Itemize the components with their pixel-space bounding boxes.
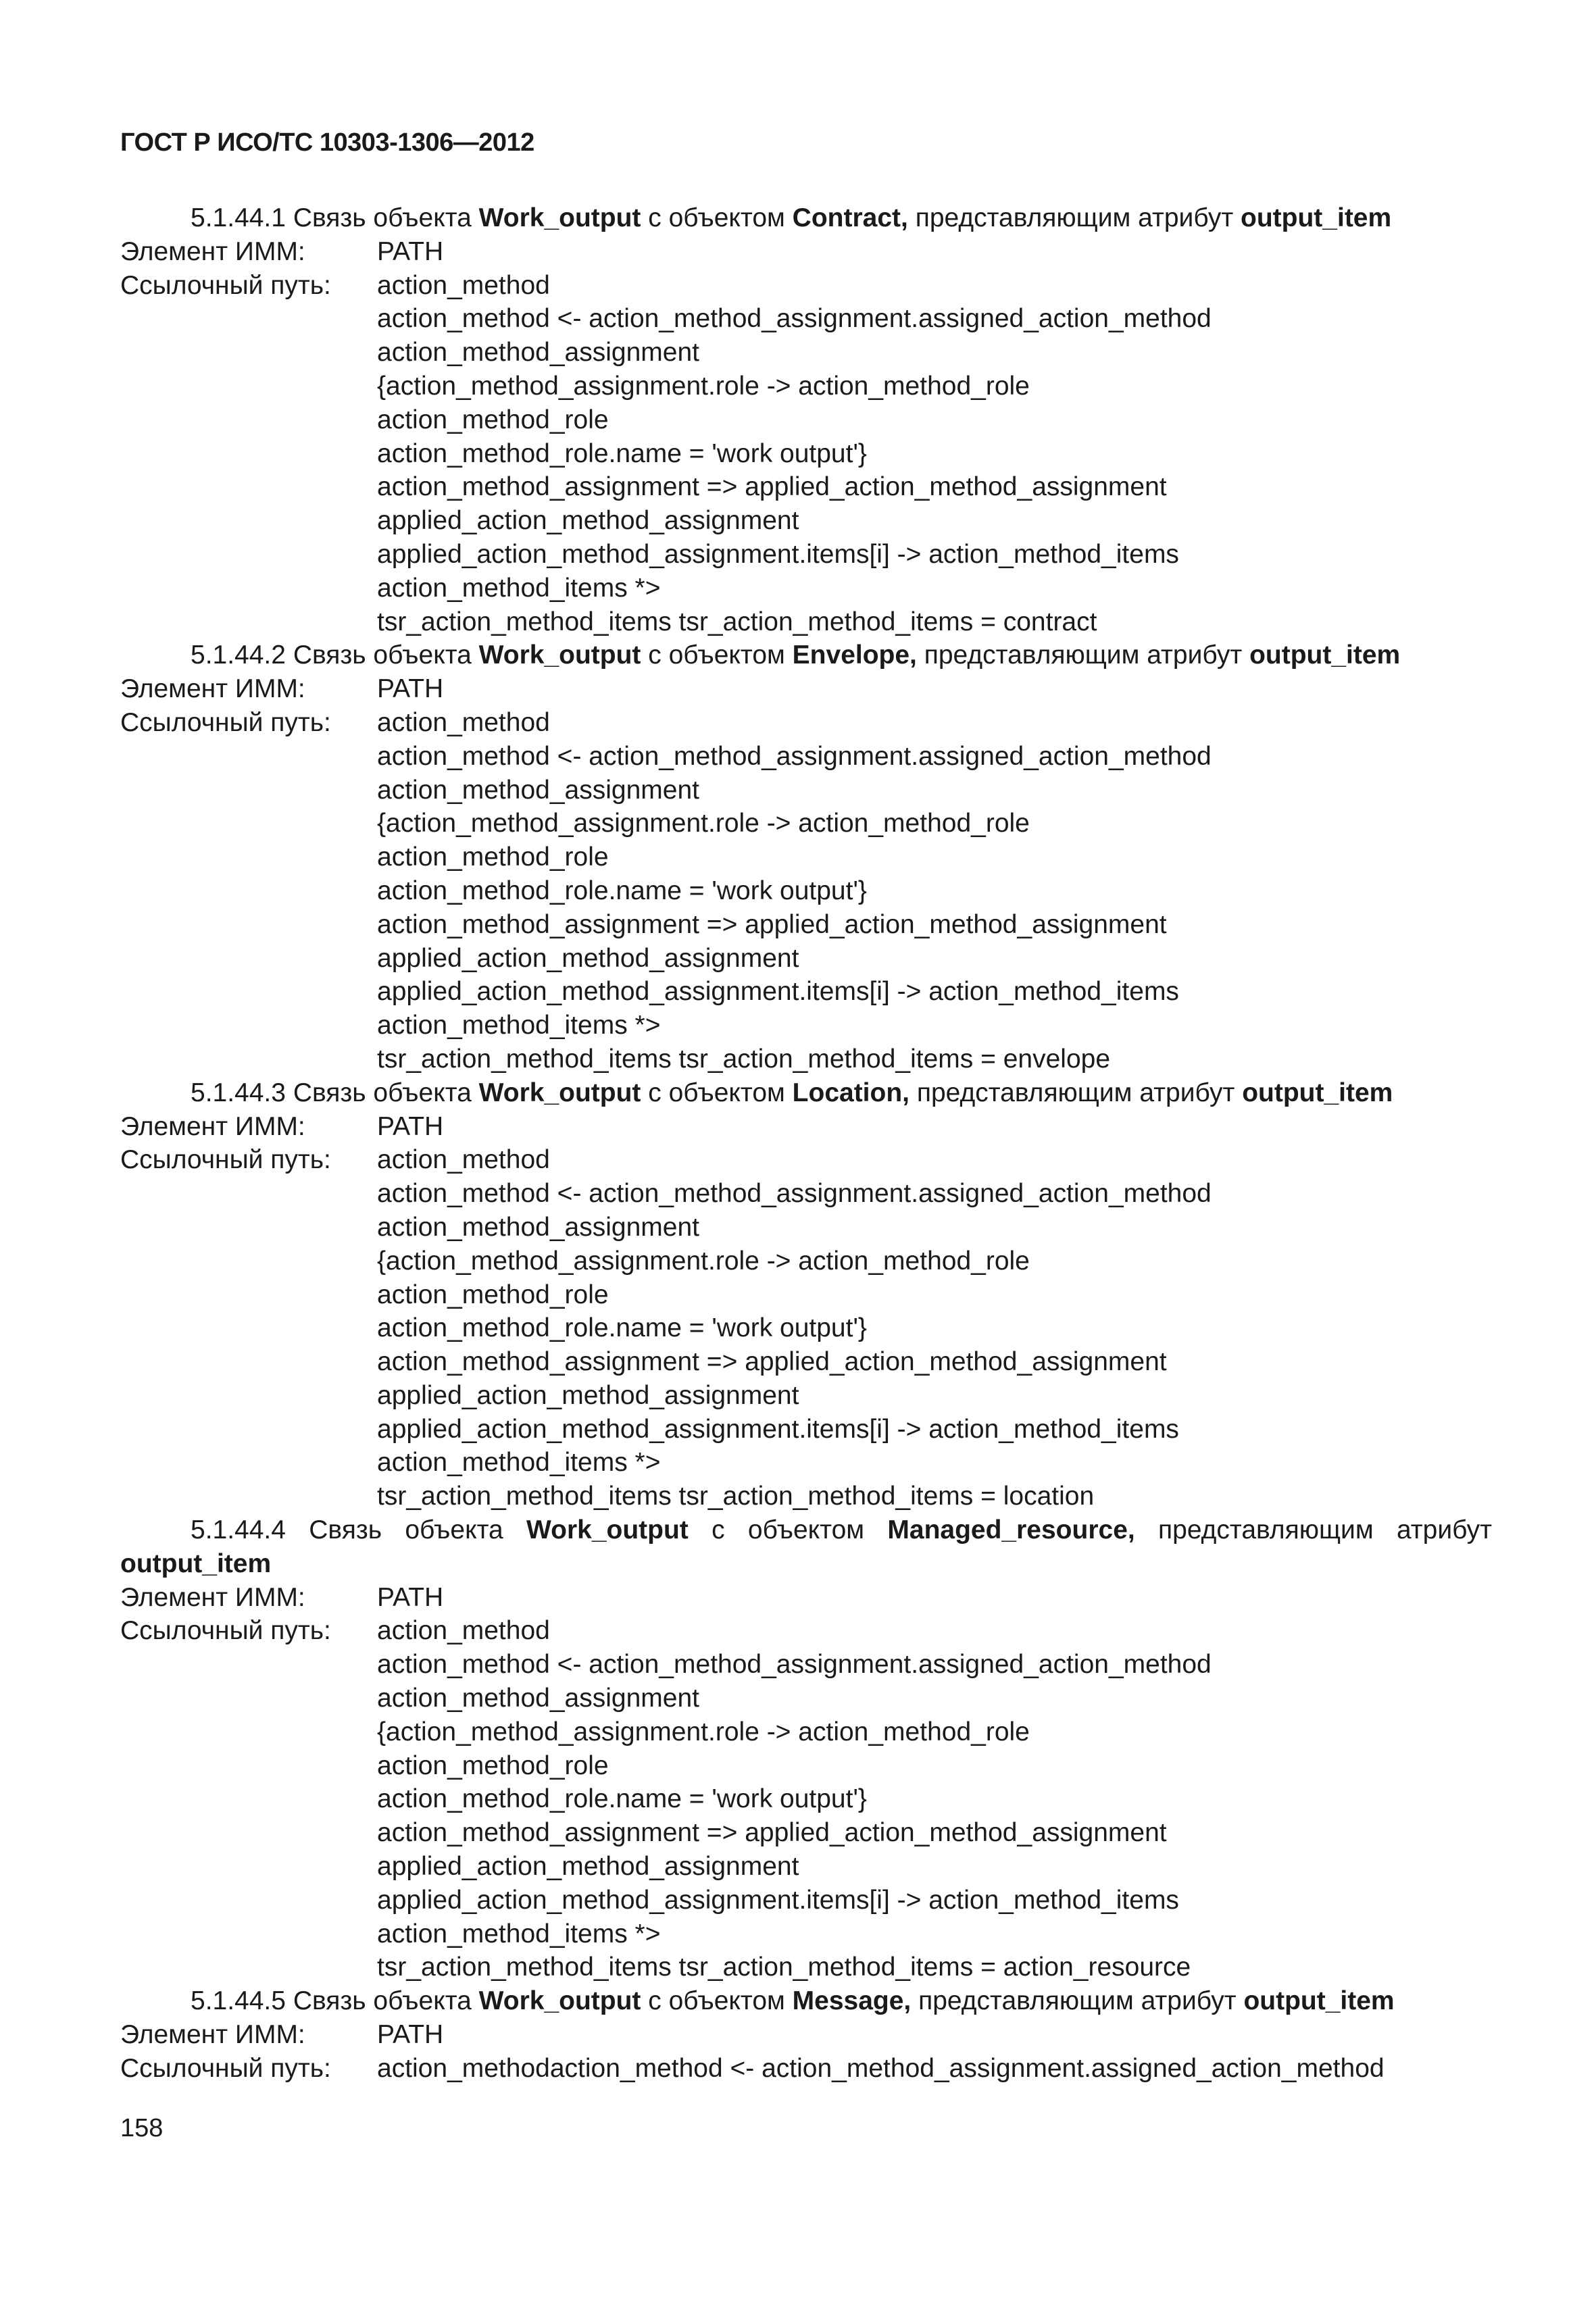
aim-element-label: Элемент ИММ: xyxy=(120,1582,305,1612)
path-line: action_method <- action_method_assignment.assigned_action_method xyxy=(377,741,1212,771)
path-line: action_method_role.name = 'work output'} xyxy=(377,876,867,905)
path-line: action_method_role xyxy=(377,1751,609,1780)
aim-element-value: PATH xyxy=(377,1582,444,1612)
reference-path-label: Ссылочный путь: xyxy=(120,1616,331,1646)
path-line: action_method_role.name = 'work output'} xyxy=(377,438,867,468)
path-line: applied_action_method_assignment.items[i] -> action_method_items xyxy=(377,1414,1179,1444)
path-line: action_method_items *> xyxy=(377,1011,661,1040)
aim-element-value: PATH xyxy=(377,674,444,704)
document-body xyxy=(120,201,1492,2086)
path-line: applied_action_method_assignment.items[i] -> action_method_items xyxy=(377,539,1179,569)
entity-name: Work_output xyxy=(478,1078,641,1107)
path-line: action_method_role xyxy=(377,405,609,434)
path-line: applied_action_method_assignment.items[i] -> action_method_items xyxy=(377,977,1179,1007)
attribute-name: output_item xyxy=(1242,1078,1393,1107)
section-heading: 5.1.44.4 Связь объекта Work_output с объектом Managed_resource, представляющим атрибут output_item xyxy=(120,1515,1492,1578)
reference-path-label: Ссылочный путь: xyxy=(120,270,331,300)
section-number: 5.1.44.5 xyxy=(191,1986,286,2016)
path-line: applied_action_method_assignment xyxy=(377,1380,799,1410)
path-line: action_method_items *> xyxy=(377,1448,661,1478)
path-line: action_method xyxy=(377,1145,550,1175)
page-number: 158 xyxy=(120,2114,164,2142)
path-line: action_method <- action_method_assignment.assigned_action_method xyxy=(377,1650,1212,1680)
entity-name: Work_output xyxy=(478,203,641,232)
path-line: {action_method_assignment.role -> action_method_role xyxy=(377,1246,1030,1276)
path-line: action_method_role xyxy=(377,1280,609,1309)
aim-element-row xyxy=(120,2018,1492,2052)
path-line: action_method_items *> xyxy=(377,573,661,603)
aim-element-row xyxy=(120,672,1492,706)
attribute-name: output_item xyxy=(1243,1986,1395,2016)
path-line: action_method xyxy=(377,707,550,737)
aim-element-label: Элемент ИММ: xyxy=(120,1111,305,1141)
aim-element-label: Элемент ИММ: xyxy=(120,236,305,266)
reference-path-label: Ссылочный путь: xyxy=(120,707,331,737)
path-line: action_method_assignment => applied_action_method_assignment xyxy=(377,1347,1167,1377)
reference-path-label: Ссылочный путь: xyxy=(120,1145,331,1175)
path-line: action_method_role xyxy=(377,842,609,872)
section-number: 5.1.44.2 xyxy=(191,640,286,670)
entity-name: Work_output xyxy=(478,1986,641,2016)
reference-path-row xyxy=(120,1143,1492,1177)
aim-element-label: Элемент ИММ: xyxy=(120,674,305,704)
section-number: 5.1.44.4 xyxy=(191,1515,286,1545)
section-number: 5.1.44.3 xyxy=(191,1078,286,1107)
path-line: applied_action_method_assignment xyxy=(377,943,799,973)
path-line: action_method_items *> xyxy=(377,1919,661,1948)
path-line: tsr_action_method_items tsr_action_method_items = contract xyxy=(377,607,1097,636)
path-line: applied_action_method_assignment.items[i] -> action_method_items xyxy=(377,1885,1179,1915)
target-entity-name: Managed_resource, xyxy=(887,1515,1135,1545)
path-line: action_method xyxy=(377,1616,550,1646)
path-line: action_method_assignment => applied_action_method_assignment xyxy=(377,909,1167,939)
section-number: 5.1.44.1 xyxy=(191,203,286,232)
path-line: action_method_assignment => applied_action_method_assignment xyxy=(377,1818,1167,1848)
reference-path-row xyxy=(120,2052,1492,2086)
section-heading: 5.1.44.3 Связь объекта Work_output с объектом Location, представляющим атрибут output_item xyxy=(191,1078,1393,1107)
section xyxy=(120,1513,1492,1984)
entity-name: Work_output xyxy=(526,1515,689,1545)
path-line: {action_method_assignment.role -> action_method_role xyxy=(377,809,1030,838)
section-heading: 5.1.44.2 Связь объекта Work_output с объектом Envelope, представляющим атрибут output_item xyxy=(191,640,1401,670)
path-line: action_method_role.name = 'work output'} xyxy=(377,1313,867,1343)
section xyxy=(120,638,1492,1076)
reference-path-label: Ссылочный путь: xyxy=(120,2053,331,2083)
attribute-name: output_item xyxy=(1241,203,1392,232)
section xyxy=(120,201,1492,638)
target-entity-name: Envelope, xyxy=(792,640,917,670)
aim-element-value: PATH xyxy=(377,236,444,266)
path-line: action_method <- action_method_assignment.assigned_action_method xyxy=(377,304,1212,334)
reference-path-row xyxy=(120,1614,1492,1648)
reference-path-row xyxy=(120,269,1492,303)
path-line: action_methodaction_method <- action_method_assignment.assigned_action_method xyxy=(377,2053,1385,2083)
path-line: applied_action_method_assignment xyxy=(377,506,799,536)
path-line: applied_action_method_assignment xyxy=(377,1852,799,1882)
attribute-name: output_item xyxy=(1249,640,1401,670)
target-entity-name: Message, xyxy=(792,1986,912,2016)
aim-element-label: Элемент ИММ: xyxy=(120,2020,305,2050)
path-line: action_method_assignment xyxy=(377,1212,699,1242)
aim-element-value: PATH xyxy=(377,1111,444,1141)
aim-element-value: PATH xyxy=(377,2020,444,2050)
path-line: {action_method_assignment.role -> action_method_role xyxy=(377,1717,1030,1746)
entity-name: Work_output xyxy=(478,640,641,670)
path-line: action_method_role.name = 'work output'} xyxy=(377,1784,867,1814)
path-line: action_method_assignment xyxy=(377,775,699,805)
path-line: action_method_assignment xyxy=(377,1684,699,1713)
section xyxy=(120,1984,1492,2085)
target-entity-name: Contract, xyxy=(792,203,908,232)
path-line: tsr_action_method_items tsr_action_method_items = envelope xyxy=(377,1044,1111,1074)
section-heading: 5.1.44.5 Связь объекта Work_output с объектом Message, представляющим атрибут output_item xyxy=(191,1986,1395,2016)
aim-element-row xyxy=(120,235,1492,269)
document-header: ГОСТ Р ИСО/ТС 10303-1306—2012 xyxy=(120,128,534,157)
path-line: action_method <- action_method_assignment.assigned_action_method xyxy=(377,1179,1212,1209)
target-entity-name: Location, xyxy=(792,1078,910,1107)
section xyxy=(120,1076,1492,1513)
attribute-name: output_item xyxy=(120,1549,272,1578)
path-line: {action_method_assignment.role -> action_method_role xyxy=(377,371,1030,401)
path-line: tsr_action_method_items tsr_action_method_items = location xyxy=(377,1482,1095,1511)
path-line: action_method_assignment => applied_action_method_assignment xyxy=(377,472,1167,502)
section-heading: 5.1.44.1 Связь объекта Work_output с объектом Contract, представляющим атрибут output_item xyxy=(191,203,1392,232)
reference-path-row xyxy=(120,706,1492,740)
path-line: action_method xyxy=(377,270,550,300)
path-line: tsr_action_method_items tsr_action_method_items = action_resource xyxy=(377,1953,1191,1982)
path-line: action_method_assignment xyxy=(377,338,699,368)
aim-element-row xyxy=(120,1581,1492,1615)
aim-element-row xyxy=(120,1110,1492,1144)
